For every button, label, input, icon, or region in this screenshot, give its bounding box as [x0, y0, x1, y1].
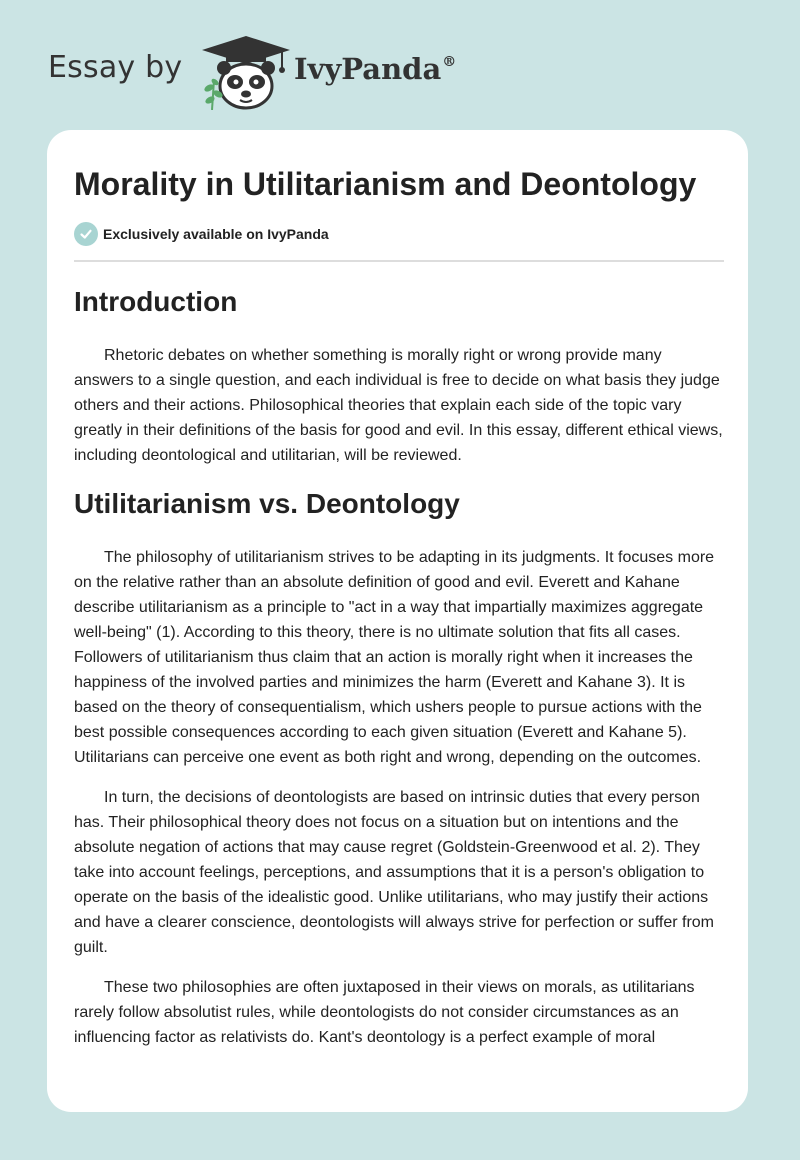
exclusive-badge: [74, 222, 329, 246]
panda-graduate-logo-icon[interactable]: [200, 34, 292, 110]
section-heading-introduction: Introduction: [74, 286, 238, 317]
paragraph: Rhetoric debates on whether something is morally right or wrong provide many answers to a single question, and each individual is free to decide on what basis they judge others and their actions. Philosophical theories that explain each side of the topic vary greatly in their definitions of the basis for good and evil. In this essay, different ethical views, including deontological and utilitarian, will be reviewed.: [74, 347, 723, 464]
essay-card: [47, 130, 748, 1112]
section-heading-utilitarianism-vs-deontology: Utilitarianism vs. Deontology: [74, 488, 460, 519]
check-icon: [74, 222, 98, 246]
registered-mark: ®: [442, 54, 457, 70]
essay-by-label: Essay by: [48, 50, 183, 85]
title-divider: [74, 260, 724, 262]
essay-content: [74, 278, 724, 1050]
exclusive-badge-text: Exclusively available on IvyPanda: [103, 226, 329, 242]
paragraph: These two philosophies are often juxtaposed in their views on morals, as utilitarians rarely follow absolutist rules, while deontologists do not consider circumstances as an influencing factor as relativists do. Kant's deontology is a perfect example of moral: [74, 979, 695, 1046]
page-title: Morality in Utilitarianism and Deontology: [74, 166, 697, 202]
site-header: [48, 30, 548, 110]
brand-name-text[interactable]: IvyPanda: [294, 52, 442, 86]
paragraph: In turn, the decisions of deontologists are based on intrinsic duties that every person has. Their philosophical theory does not focus on a situation but on intentions and the absolute negation of actions that may cause regret (Goldstein-Greenwood et al. 2). They take into account feelings, perceptions, and assumptions that it is a person's obligation to operate on the basis of the idealistic good. Unlike utilitarians, who may justify their actions and have a clearer conscience, deontologists will always strive for perfection or suffer from guilt.: [74, 789, 715, 956]
brand-name[interactable]: [294, 52, 456, 86]
paragraph: The philosophy of utilitarianism strives to be adapting in its judgments. It focuses more on the relative rather than an absolute definition of good and evil. Everett and Kahane describe utilitarianism as a principle to "act in a way that impartially maximizes aggregate well-being" (1). According to this theory, there is no ultimate solution that fits all cases. Followers of utilitarianism thus claim that an action is morally right when it increases the happiness of the involved parties and minimizes the harm (Everett and Kahane 3). It is based on the theory of consequentialism, which ushers people to pursue actions with the best possible consequences according to each given situation (Everett and Kahane 5). Utilitarians can perceive one event as both right and wrong, depending on the outcomes.: [74, 549, 715, 766]
